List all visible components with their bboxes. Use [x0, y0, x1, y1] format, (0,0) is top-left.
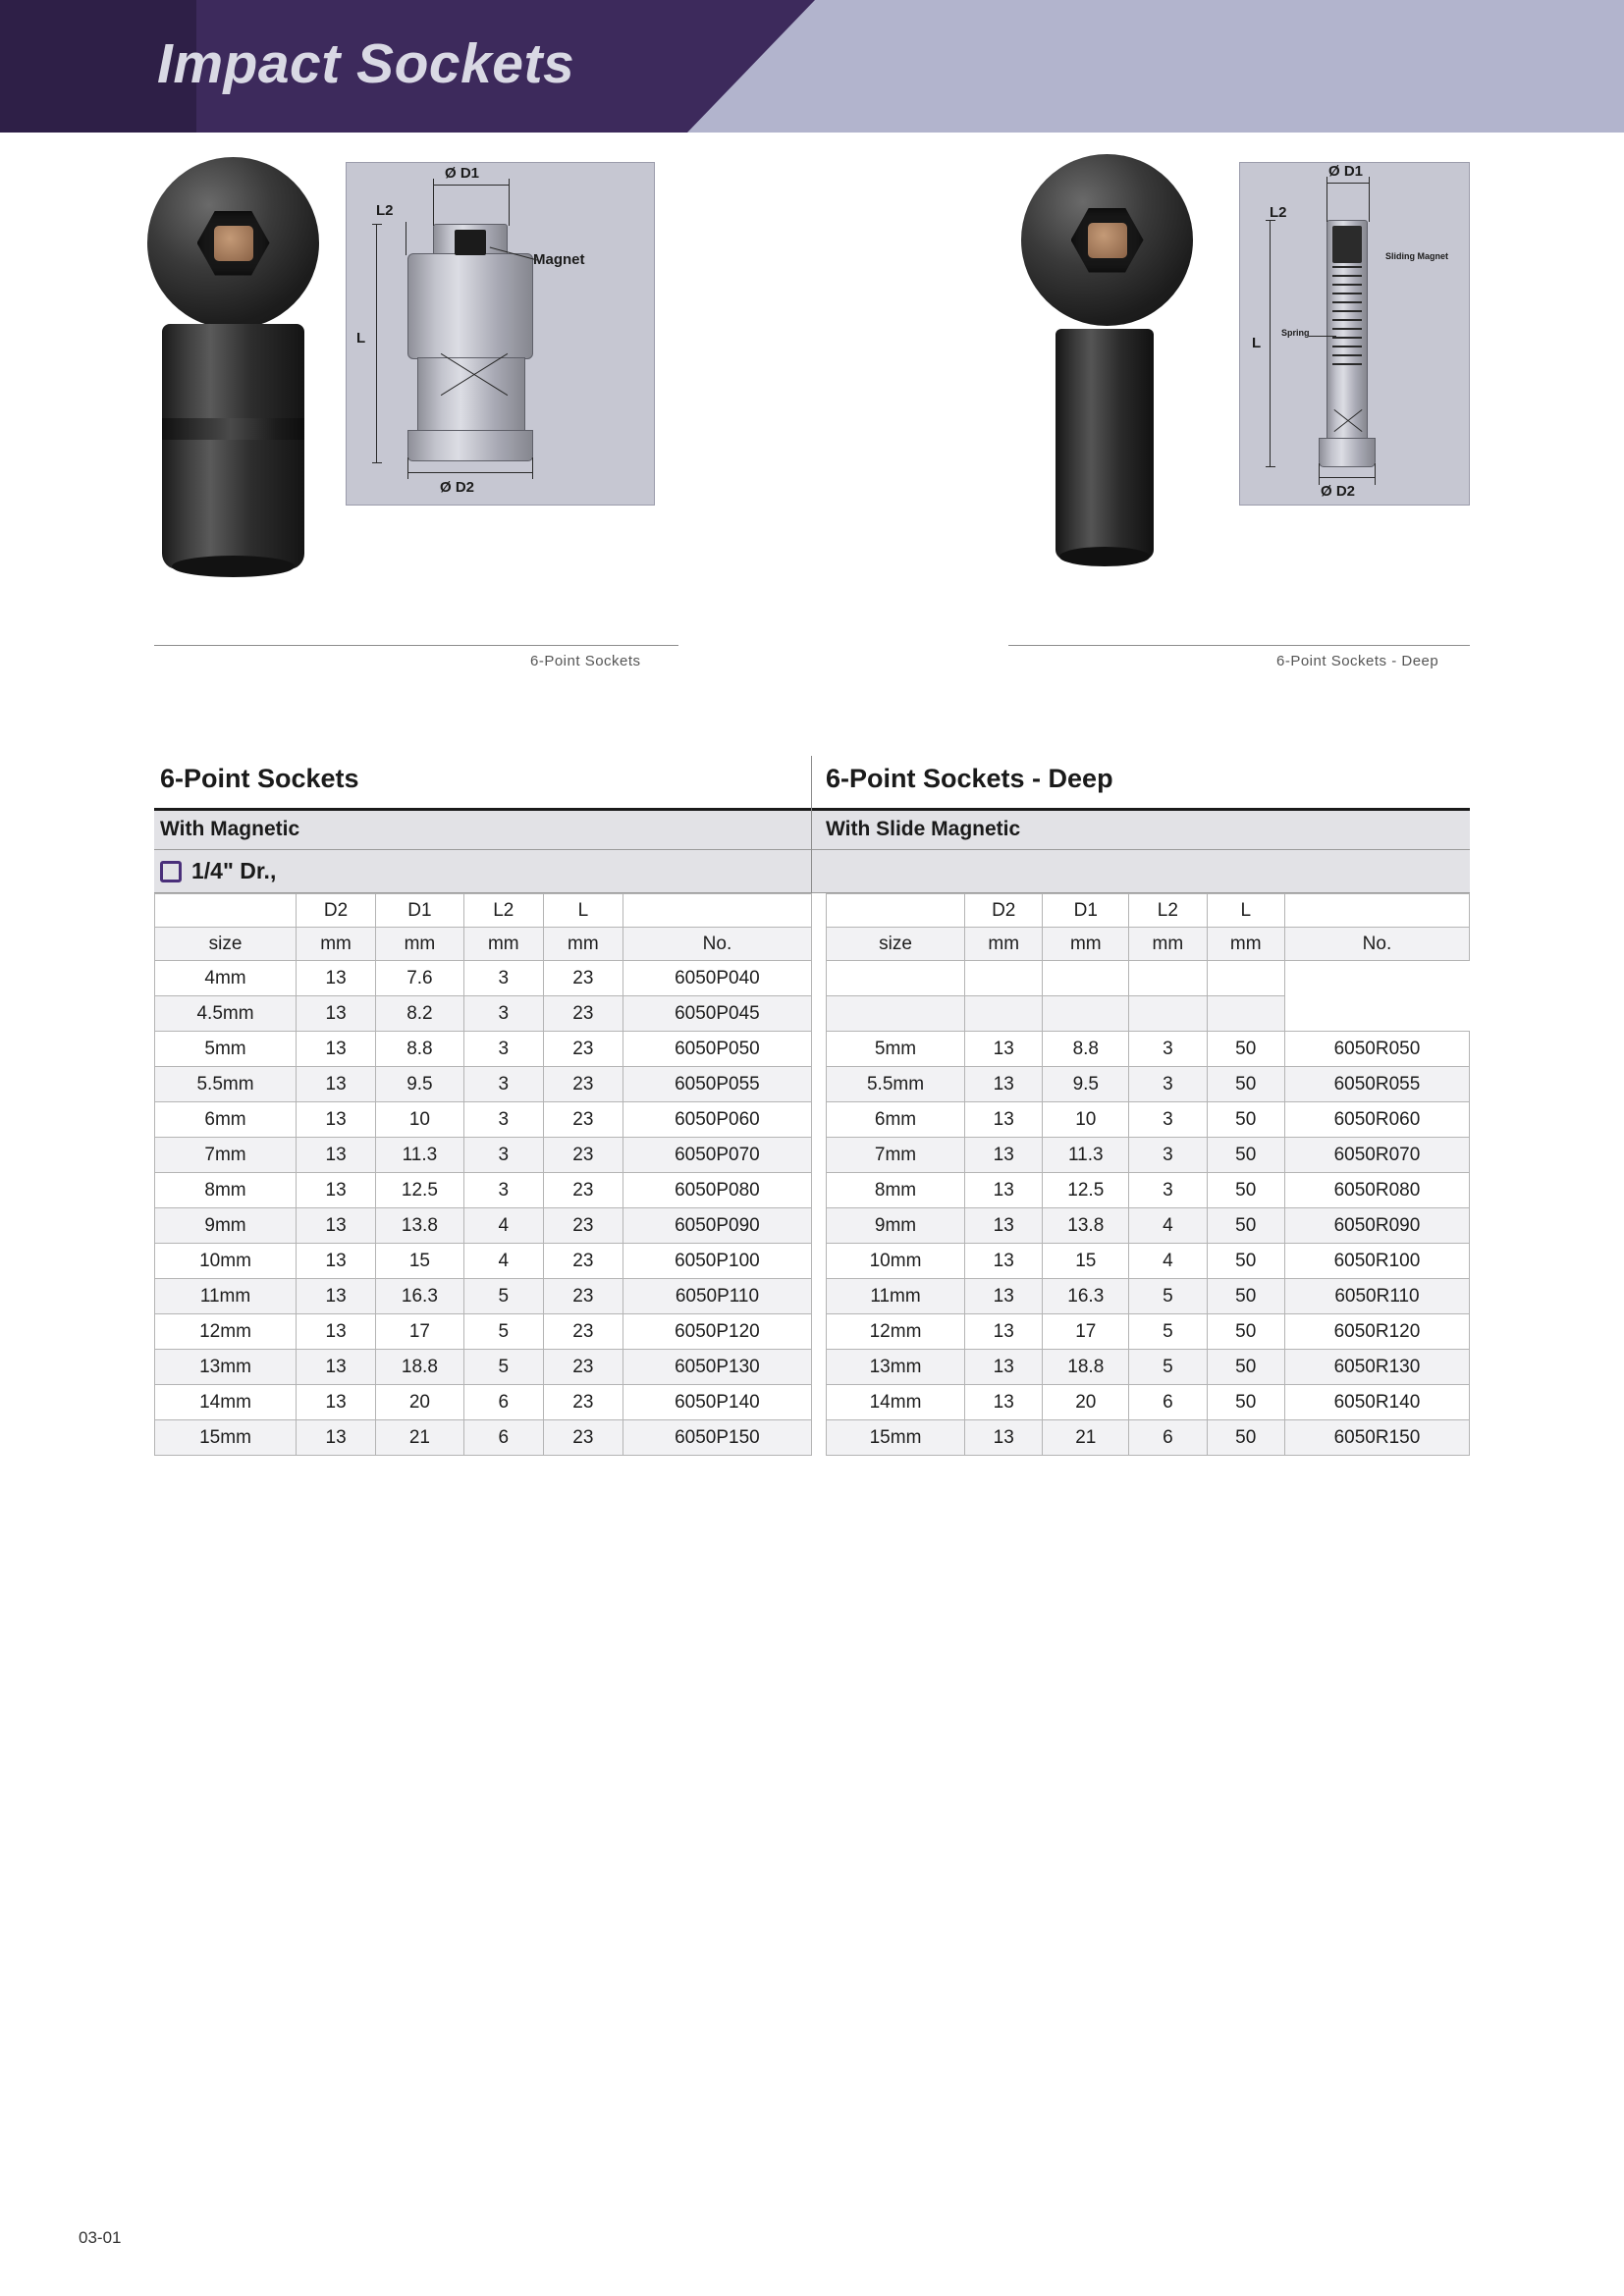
table-cell: 11mm	[155, 1279, 297, 1314]
table-cell: 12.5	[1043, 1173, 1129, 1208]
spec-tables	[154, 756, 1470, 1456]
th-d2-unit-left: mm	[297, 928, 376, 961]
table-cell: 6	[1129, 1420, 1207, 1456]
table-cell: 10mm	[827, 1244, 965, 1279]
left-figure-caption: 6-Point Sockets	[530, 653, 641, 669]
table-cell: 6050R110	[1284, 1279, 1469, 1314]
table-cell: 4mm	[155, 961, 297, 996]
th-blank-left	[155, 894, 297, 928]
table-cell: 15	[376, 1244, 464, 1279]
table-cell: 5	[463, 1279, 543, 1314]
table-row	[155, 1420, 812, 1456]
table-cell	[1207, 996, 1284, 1032]
table-cell: 50	[1207, 1067, 1284, 1102]
table-cell: 23	[543, 1420, 623, 1456]
table-cell: 9mm	[827, 1208, 965, 1244]
table-cell: 8.8	[376, 1032, 464, 1067]
deep-diagram-label-d2: Ø D2	[1321, 483, 1356, 500]
right-caption-rule	[1008, 645, 1470, 646]
th-d1-left: D1	[376, 894, 464, 928]
table-cell: 6050P110	[623, 1279, 811, 1314]
table-cell: 13	[965, 1350, 1043, 1385]
table-cell: 6050P150	[623, 1420, 811, 1456]
table-cell: 6050R060	[1284, 1102, 1469, 1138]
table-cell: 50	[1207, 1420, 1284, 1456]
table-cell	[1207, 961, 1284, 996]
table-cell	[965, 961, 1043, 996]
table-row	[155, 1279, 812, 1314]
table-cell: 13	[965, 1208, 1043, 1244]
table-row	[155, 1385, 812, 1420]
table-cell: 23	[543, 1173, 623, 1208]
table-cell: 50	[1207, 1385, 1284, 1420]
table-cell: 6050R140	[1284, 1385, 1469, 1420]
diagram-label-l2: L2	[376, 202, 394, 219]
table-cell: 13	[297, 1208, 376, 1244]
th-blank-right	[827, 894, 965, 928]
table-cell	[827, 996, 965, 1032]
table-cell: 10	[1043, 1102, 1129, 1138]
table-cell: 23	[543, 1102, 623, 1138]
table-cell: 13	[965, 1314, 1043, 1350]
table-cell: 6050R070	[1284, 1138, 1469, 1173]
table-cell: 3	[463, 961, 543, 996]
deep-diagram-label-l2: L2	[1270, 204, 1287, 221]
table-cell: 3	[1129, 1067, 1207, 1102]
table-cell: 10	[376, 1102, 464, 1138]
table-cell: 50	[1207, 1244, 1284, 1279]
th-d1-unit-left: mm	[376, 928, 464, 961]
table-cell: 13mm	[827, 1350, 965, 1385]
diagram-label-d1: Ø D1	[445, 165, 480, 182]
table-row	[827, 1314, 1470, 1350]
table-cell: 5mm	[827, 1032, 965, 1067]
section-6point-sockets-deep	[812, 756, 1470, 1456]
diagram-label-d2: Ø D2	[440, 479, 475, 496]
table-cell: 6050R120	[1284, 1314, 1469, 1350]
table-cell: 21	[376, 1420, 464, 1456]
table-cell: 20	[376, 1385, 464, 1420]
table-cell: 13	[965, 1138, 1043, 1173]
deep-diagram-label-sliding-magnet: Sliding Magnet	[1385, 251, 1448, 261]
table-cell: 13	[965, 1244, 1043, 1279]
table-cell: 5mm	[155, 1032, 297, 1067]
table-cell: 50	[1207, 1208, 1284, 1244]
table-cell: 6050P055	[623, 1067, 811, 1102]
table-cell: 8mm	[827, 1173, 965, 1208]
deep-socket-top-view-photo	[1021, 154, 1193, 326]
table-cell: 17	[1043, 1314, 1129, 1350]
table-cell: 8mm	[155, 1173, 297, 1208]
table-row	[827, 996, 1470, 1032]
table-cell: 18.8	[376, 1350, 464, 1385]
table-cell: 3	[463, 996, 543, 1032]
table-cell: 6	[463, 1385, 543, 1420]
table-row	[827, 1244, 1470, 1279]
table-cell: 3	[463, 1067, 543, 1102]
table-cell: 13.8	[376, 1208, 464, 1244]
magnet-insert	[214, 226, 253, 261]
table-row	[155, 1208, 812, 1244]
table-cell: 15mm	[155, 1420, 297, 1456]
table-cell	[965, 996, 1043, 1032]
table-cell: 12.5	[376, 1173, 464, 1208]
table-cell: 5.5mm	[155, 1067, 297, 1102]
table-cell: 5	[1129, 1314, 1207, 1350]
table-cell: 50	[1207, 1173, 1284, 1208]
table-cell: 50	[1207, 1350, 1284, 1385]
table-row	[155, 961, 812, 996]
right-figure-caption: 6-Point Sockets - Deep	[1276, 653, 1439, 669]
table-cell: 18.8	[1043, 1350, 1129, 1385]
table-cell: 13	[965, 1102, 1043, 1138]
table-cell: 6050R055	[1284, 1067, 1469, 1102]
spec-table-left	[154, 893, 812, 1456]
th-no-blank-right	[1284, 894, 1469, 928]
table-cell: 14mm	[155, 1385, 297, 1420]
table-cell: 13	[297, 1420, 376, 1456]
table-cell	[1129, 996, 1207, 1032]
table-row	[155, 1102, 812, 1138]
table-cell: 16.3	[1043, 1279, 1129, 1314]
table-row	[155, 1067, 812, 1102]
table-cell: 6050R130	[1284, 1350, 1469, 1385]
table-row	[827, 961, 1470, 996]
table-cell: 50	[1207, 1032, 1284, 1067]
table-row	[827, 1420, 1470, 1456]
section-6point-sockets	[154, 756, 812, 1456]
square-drive-icon	[160, 861, 182, 882]
section-title-right: 6-Point Sockets - Deep	[812, 756, 1470, 811]
table-row	[827, 1173, 1470, 1208]
table-cell: 13	[965, 1032, 1043, 1067]
th-no-blank-left	[623, 894, 811, 928]
th-l2-unit-right: mm	[1129, 928, 1207, 961]
table-row	[155, 1173, 812, 1208]
page-header	[0, 0, 1624, 133]
th-no-left: No.	[623, 928, 811, 961]
th-d2-left: D2	[297, 894, 376, 928]
table-cell: 20	[1043, 1385, 1129, 1420]
table-cell: 11.3	[376, 1138, 464, 1173]
table-row	[827, 1385, 1470, 1420]
table-cell: 6050P100	[623, 1244, 811, 1279]
table-cell: 17	[376, 1314, 464, 1350]
table-cell: 5	[463, 1350, 543, 1385]
table-cell: 13.8	[1043, 1208, 1129, 1244]
th-no-right: No.	[1284, 928, 1469, 961]
table-cell	[827, 961, 965, 996]
table-cell: 6050R050	[1284, 1032, 1469, 1067]
table-cell: 6mm	[155, 1102, 297, 1138]
table-row	[155, 1244, 812, 1279]
table-cell: 13	[297, 1138, 376, 1173]
product-image-area	[0, 133, 1624, 741]
diagram-label-magnet: Magnet	[533, 251, 585, 268]
th-l-right: L	[1207, 894, 1284, 928]
table-cell: 9.5	[376, 1067, 464, 1102]
table-row	[827, 1102, 1470, 1138]
diagram-6point-sockets-deep	[1239, 162, 1470, 506]
th-d1-unit-right: mm	[1043, 928, 1129, 961]
table-cell: 13	[297, 1244, 376, 1279]
diagram-6point-sockets	[346, 162, 655, 506]
table-cell: 13	[965, 1279, 1043, 1314]
table-cell: 6050R100	[1284, 1244, 1469, 1279]
table-cell: 9mm	[155, 1208, 297, 1244]
table-cell: 5.5mm	[827, 1067, 965, 1102]
table-row	[155, 1138, 812, 1173]
table-cell: 23	[543, 1350, 623, 1385]
table-cell: 14mm	[827, 1385, 965, 1420]
table-row	[827, 1138, 1470, 1173]
table-cell: 9.5	[1043, 1067, 1129, 1102]
th-l-left: L	[543, 894, 623, 928]
table-cell: 5	[1129, 1279, 1207, 1314]
table-cell: 8.2	[376, 996, 464, 1032]
deep-magnet-insert	[1088, 223, 1127, 258]
table-cell: 4	[1129, 1208, 1207, 1244]
table-cell: 3	[463, 1173, 543, 1208]
deep-diagram-label-d1: Ø D1	[1328, 163, 1364, 180]
table-cell: 23	[543, 961, 623, 996]
table-cell: 6050P130	[623, 1350, 811, 1385]
table-cell: 3	[1129, 1102, 1207, 1138]
table-cell: 16.3	[376, 1279, 464, 1314]
page-number: 03-01	[79, 2228, 122, 2247]
table-cell: 7.6	[376, 961, 464, 996]
table-cell: 10mm	[155, 1244, 297, 1279]
table-cell: 23	[543, 996, 623, 1032]
table-cell: 6050P045	[623, 996, 811, 1032]
deep-diagram-label-l: L	[1252, 335, 1262, 351]
table-cell: 23	[543, 1314, 623, 1350]
th-l-unit-right: mm	[1207, 928, 1284, 961]
table-cell: 6050P040	[623, 961, 811, 996]
table-cell: 11.3	[1043, 1138, 1129, 1173]
table-cell: 13	[297, 1173, 376, 1208]
table-cell: 6050P060	[623, 1102, 811, 1138]
table-cell: 13	[297, 961, 376, 996]
table-cell: 13	[297, 1102, 376, 1138]
table-cell: 11mm	[827, 1279, 965, 1314]
table-row	[155, 1350, 812, 1385]
table-cell: 3	[463, 1102, 543, 1138]
table-cell: 3	[1129, 1032, 1207, 1067]
th-l2-unit-left: mm	[463, 928, 543, 961]
table-cell: 12mm	[155, 1314, 297, 1350]
table-cell: 23	[543, 1208, 623, 1244]
table-cell: 3	[463, 1032, 543, 1067]
table-row	[155, 1032, 812, 1067]
page-title: Impact Sockets	[157, 32, 575, 95]
table-cell	[1129, 961, 1207, 996]
table-cell: 4	[463, 1244, 543, 1279]
table-cell: 6050P140	[623, 1385, 811, 1420]
table-cell	[1284, 961, 1469, 996]
th-d1-right: D1	[1043, 894, 1129, 928]
table-cell: 23	[543, 1032, 623, 1067]
table-cell: 6	[463, 1420, 543, 1456]
table-row	[827, 1067, 1470, 1102]
table-row	[827, 1350, 1470, 1385]
spec-table-right	[826, 893, 1470, 1456]
table-cell: 15	[1043, 1244, 1129, 1279]
table-cell: 3	[1129, 1138, 1207, 1173]
th-l2-right: L2	[1129, 894, 1207, 928]
table-cell: 13	[965, 1420, 1043, 1456]
table-cell	[1284, 996, 1469, 1032]
table-cell: 23	[543, 1244, 623, 1279]
table-cell: 7mm	[155, 1138, 297, 1173]
table-cell	[1043, 996, 1129, 1032]
table-cell: 21	[1043, 1420, 1129, 1456]
section-subtitle-right: With Slide Magnetic	[812, 811, 1470, 850]
table-cell: 13	[965, 1067, 1043, 1102]
table-cell: 6050P090	[623, 1208, 811, 1244]
table-row	[827, 1208, 1470, 1244]
table-cell: 6mm	[827, 1102, 965, 1138]
table-cell: 50	[1207, 1102, 1284, 1138]
socket-top-view-photo	[147, 157, 319, 329]
drive-size-row-spacer	[812, 850, 1470, 893]
th-l-unit-left: mm	[543, 928, 623, 961]
table-cell: 4.5mm	[155, 996, 297, 1032]
left-caption-rule	[154, 645, 678, 646]
table-cell: 50	[1207, 1314, 1284, 1350]
table-row	[827, 1032, 1470, 1067]
table-cell: 13	[297, 996, 376, 1032]
socket-side-view-photo	[162, 324, 304, 569]
table-cell: 3	[463, 1138, 543, 1173]
table-row	[827, 1279, 1470, 1314]
table-cell: 5	[1129, 1350, 1207, 1385]
th-d2-unit-right: mm	[965, 928, 1043, 961]
table-cell: 4	[1129, 1244, 1207, 1279]
table-cell: 4	[463, 1208, 543, 1244]
table-row	[155, 996, 812, 1032]
table-cell: 3	[1129, 1173, 1207, 1208]
th-d2-right: D2	[965, 894, 1043, 928]
table-cell: 23	[543, 1385, 623, 1420]
table-cell: 13	[965, 1173, 1043, 1208]
table-row	[155, 1314, 812, 1350]
table-cell: 6050R080	[1284, 1173, 1469, 1208]
table-cell	[1043, 961, 1129, 996]
table-cell: 5	[463, 1314, 543, 1350]
table-cell: 6050P070	[623, 1138, 811, 1173]
table-cell: 13	[297, 1032, 376, 1067]
table-cell: 13mm	[155, 1350, 297, 1385]
section-title-left: 6-Point Sockets	[154, 756, 811, 811]
th-size-right: size	[827, 928, 965, 961]
table-cell: 8.8	[1043, 1032, 1129, 1067]
table-cell: 23	[543, 1279, 623, 1314]
table-cell: 13	[965, 1385, 1043, 1420]
table-cell: 7mm	[827, 1138, 965, 1173]
table-cell: 6050R150	[1284, 1420, 1469, 1456]
table-cell: 13	[297, 1350, 376, 1385]
deep-socket-side-view-photo	[1056, 329, 1154, 560]
table-cell: 6050P120	[623, 1314, 811, 1350]
table-cell: 13	[297, 1385, 376, 1420]
drive-size-row	[154, 850, 811, 893]
th-size-left: size	[155, 928, 297, 961]
drive-size-label: 1/4" Dr.,	[191, 858, 277, 883]
th-l2-left: L2	[463, 894, 543, 928]
table-cell: 50	[1207, 1279, 1284, 1314]
table-cell: 23	[543, 1067, 623, 1102]
table-cell: 23	[543, 1138, 623, 1173]
diagram-label-l: L	[356, 330, 366, 347]
table-cell: 6050R090	[1284, 1208, 1469, 1244]
table-cell: 13	[297, 1279, 376, 1314]
deep-diagram-label-spring: Spring	[1281, 328, 1310, 338]
table-cell: 13	[297, 1314, 376, 1350]
table-cell: 15mm	[827, 1420, 965, 1456]
table-cell: 6050P080	[623, 1173, 811, 1208]
table-cell: 12mm	[827, 1314, 965, 1350]
table-cell: 50	[1207, 1138, 1284, 1173]
section-subtitle-left: With Magnetic	[154, 811, 811, 850]
table-cell: 6	[1129, 1385, 1207, 1420]
table-cell: 13	[297, 1067, 376, 1102]
table-cell: 6050P050	[623, 1032, 811, 1067]
